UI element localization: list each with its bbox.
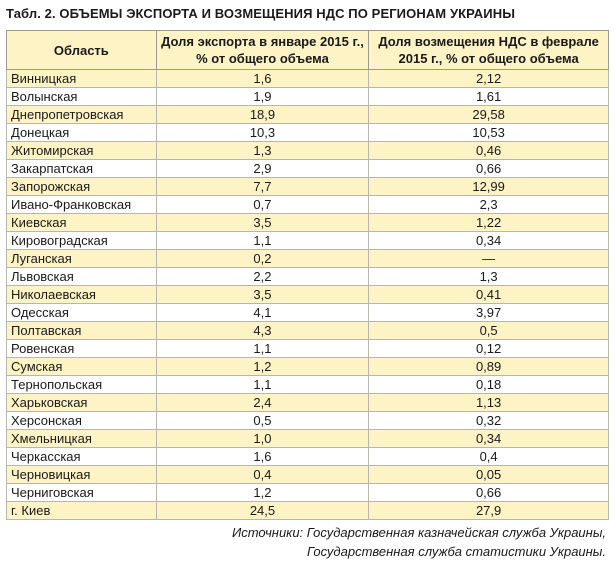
vat-share-cell: 0,18 [369, 376, 609, 394]
export-share-cell: 1,2 [156, 358, 369, 376]
export-share-cell: 1,1 [156, 232, 369, 250]
table-row [7, 448, 609, 466]
table-title: Табл. 2. ОБЪЕМЫ ЭКСПОРТА И ВОЗМЕЩЕНИЯ НДС ПО РЕГИОНАМ УКРАИНЫ [6, 6, 516, 21]
export-share-cell: 0,5 [156, 412, 369, 430]
export-share-cell: 1,2 [156, 484, 369, 502]
region-cell: Одесская [7, 304, 157, 322]
region-cell: Черновицкая [7, 466, 157, 484]
region-cell: Луганская [7, 250, 157, 268]
export-share-cell: 1,0 [156, 430, 369, 448]
export-share-cell: 18,9 [156, 106, 369, 124]
vat-share-cell: 0,12 [369, 340, 609, 358]
region-cell: Черниговская [7, 484, 157, 502]
vat-share-cell: 1,22 [369, 214, 609, 232]
vat-share-cell: 0,89 [369, 358, 609, 376]
vat-share-cell: 3,97 [369, 304, 609, 322]
table-row [7, 70, 609, 88]
export-share-cell: 2,4 [156, 394, 369, 412]
export-share-cell: 0,4 [156, 466, 369, 484]
source-line: Государственная служба статистики Украины. [307, 544, 606, 559]
vat-share-cell: 0,34 [369, 430, 609, 448]
table-row [7, 250, 609, 268]
vat-share-cell: 12,99 [369, 178, 609, 196]
export-vat-table [6, 30, 609, 520]
export-share-cell: 1,6 [156, 70, 369, 88]
table-row [7, 142, 609, 160]
table-row [7, 286, 609, 304]
region-cell: Запорожская [7, 178, 157, 196]
table-row [7, 466, 609, 484]
vat-share-cell: 0,4 [369, 448, 609, 466]
region-cell: Днепропетровская [7, 106, 157, 124]
table-row [7, 322, 609, 340]
table-row [7, 376, 609, 394]
region-cell: Полтавская [7, 322, 157, 340]
region-cell: Ивано-Франковская [7, 196, 157, 214]
vat-share-cell: 0,05 [369, 466, 609, 484]
source-note [232, 523, 606, 561]
region-cell: Черкасская [7, 448, 157, 466]
table-header-row [7, 31, 609, 70]
table-row [7, 412, 609, 430]
region-cell: Волынская [7, 88, 157, 106]
region-cell: Сумская [7, 358, 157, 376]
vat-share-cell: 0,34 [369, 232, 609, 250]
table-row [7, 358, 609, 376]
table-row [7, 232, 609, 250]
region-cell: Винницкая [7, 70, 157, 88]
vat-share-cell: 0,66 [369, 160, 609, 178]
vat-share-cell: — [369, 250, 609, 268]
export-share-cell: 24,5 [156, 502, 369, 520]
export-share-cell: 0,7 [156, 196, 369, 214]
vat-share-cell: 2,12 [369, 70, 609, 88]
region-cell: Николаевская [7, 286, 157, 304]
export-share-cell: 7,7 [156, 178, 369, 196]
vat-share-cell: 0,5 [369, 322, 609, 340]
table-row [7, 124, 609, 142]
export-share-cell: 1,1 [156, 376, 369, 394]
region-cell: Житомирская [7, 142, 157, 160]
region-cell: Ровенская [7, 340, 157, 358]
vat-share-cell: 0,46 [369, 142, 609, 160]
region-cell: Кировоградская [7, 232, 157, 250]
table-row [7, 484, 609, 502]
table-row [7, 178, 609, 196]
vat-share-cell: 2,3 [369, 196, 609, 214]
table-row [7, 394, 609, 412]
table-row [7, 430, 609, 448]
table-row [7, 196, 609, 214]
header-vat-share: Доля возмещения НДС в феврале 2015 г., % от общего объема [369, 31, 609, 70]
export-share-cell: 2,9 [156, 160, 369, 178]
table-row [7, 88, 609, 106]
region-cell: г. Киев [7, 502, 157, 520]
vat-share-cell: 29,58 [369, 106, 609, 124]
vat-share-cell: 10,53 [369, 124, 609, 142]
table-row [7, 340, 609, 358]
export-share-cell: 2,2 [156, 268, 369, 286]
region-cell: Киевская [7, 214, 157, 232]
table-row [7, 502, 609, 520]
export-share-cell: 1,6 [156, 448, 369, 466]
vat-share-cell: 1,3 [369, 268, 609, 286]
export-share-cell: 10,3 [156, 124, 369, 142]
export-share-cell: 3,5 [156, 286, 369, 304]
region-cell: Тернопольская [7, 376, 157, 394]
table-row [7, 106, 609, 124]
table-row [7, 214, 609, 232]
export-share-cell: 1,3 [156, 142, 369, 160]
region-cell: Харьковская [7, 394, 157, 412]
table-row [7, 304, 609, 322]
vat-share-cell: 0,66 [369, 484, 609, 502]
vat-share-cell: 1,13 [369, 394, 609, 412]
region-cell: Донецкая [7, 124, 157, 142]
export-share-cell: 1,9 [156, 88, 369, 106]
region-cell: Львовская [7, 268, 157, 286]
export-share-cell: 0,2 [156, 250, 369, 268]
export-share-cell: 4,3 [156, 322, 369, 340]
header-export-share: Доля экспорта в январе 2015 г., % от общего объема [156, 31, 369, 70]
table-row [7, 160, 609, 178]
header-region: Область [7, 31, 157, 70]
vat-share-cell: 0,41 [369, 286, 609, 304]
region-cell: Херсонская [7, 412, 157, 430]
source-line: Источники: Государственная казначейская служба Украины, [231, 525, 606, 540]
vat-share-cell: 1,61 [369, 88, 609, 106]
region-cell: Хмельницкая [7, 430, 157, 448]
table-body [7, 70, 609, 520]
export-share-cell: 3,5 [156, 214, 369, 232]
export-share-cell: 1,1 [156, 340, 369, 358]
vat-share-cell: 0,32 [369, 412, 609, 430]
table-row [7, 268, 609, 286]
vat-share-cell: 27,9 [369, 502, 609, 520]
export-share-cell: 4,1 [156, 304, 369, 322]
region-cell: Закарпатская [7, 160, 157, 178]
